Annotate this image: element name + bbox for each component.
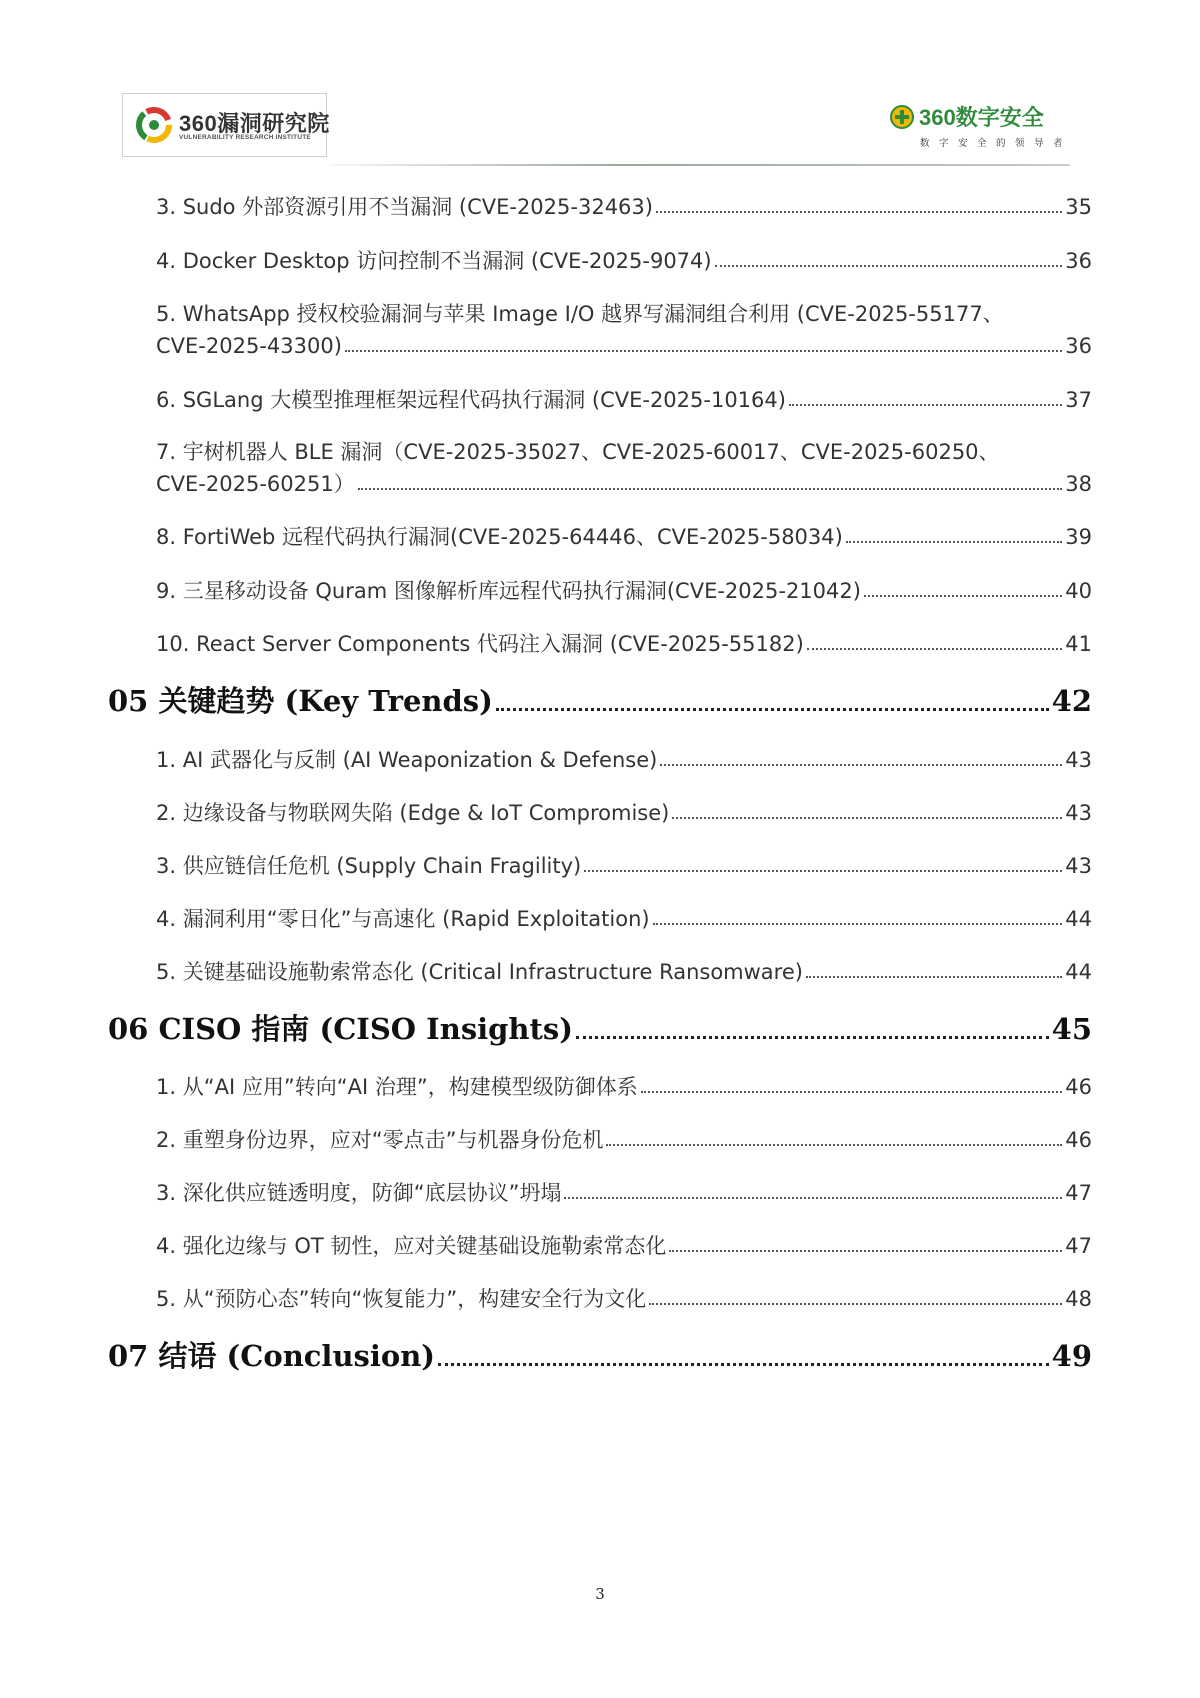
toc-entry-text: CVE-2025-60251） <box>156 472 355 496</box>
dot-leader <box>606 1144 1062 1146</box>
dot-leader <box>669 1250 1062 1252</box>
toc-page-number: 44 <box>1065 960 1092 984</box>
dot-leader <box>653 923 1063 925</box>
toc-entry-text: 4. 强化边缘与 OT 韧性，应对关键基础设施勒索常态化 <box>156 1234 667 1258</box>
toc-page-number: 47 <box>1065 1234 1092 1258</box>
toc-section-heading[interactable] <box>108 681 1092 721</box>
toc-entry[interactable] <box>156 957 1092 987</box>
toc-entry-text: 2. 边缘设备与物联网失陷 (Edge & IoT Compromise) <box>156 801 670 825</box>
toc-page-number: 48 <box>1065 1287 1092 1311</box>
toc-entry-text: CVE-2025-43300) <box>156 334 342 358</box>
toc-entry[interactable] <box>156 904 1092 934</box>
toc-entry[interactable] <box>156 522 1092 552</box>
dot-leader <box>656 211 1062 213</box>
toc-entry[interactable] <box>156 1072 1092 1102</box>
toc-page-number: 44 <box>1065 907 1092 931</box>
toc-section-page: 45 <box>1051 1012 1092 1046</box>
dot-leader <box>496 708 1049 711</box>
toc-entry-text: 4. 漏洞利用“零日化”与高速化 (Rapid Exploitation) <box>156 907 650 931</box>
toc-entry[interactable] <box>156 1125 1092 1155</box>
toc-entry[interactable] <box>156 192 1092 222</box>
toc-section-heading[interactable] <box>108 1336 1092 1376</box>
dot-leader <box>641 1091 1063 1093</box>
dot-leader <box>806 976 1062 978</box>
dot-leader <box>789 404 1062 406</box>
toc-entry-text: 1. 从“AI 应用”转向“AI 治理”，构建模型级防御体系 <box>156 1075 638 1099</box>
dot-leader <box>660 764 1062 766</box>
toc-entry[interactable] <box>156 798 1092 828</box>
institute-brand-subtitle: VULNERABILITY RESEARCH INSTITUTE <box>179 134 311 141</box>
dot-leader <box>358 488 1063 490</box>
toc-entry-text: 3. 深化供应链透明度，防御“底层协议”坍塌 <box>156 1181 562 1205</box>
toc-entry-text: 9. 三星移动设备 Quram 图像解析库远程代码执行漏洞(CVE-2025-21042) <box>156 579 861 603</box>
toc-entry[interactable] <box>156 576 1092 606</box>
toc-entry[interactable] <box>156 1284 1092 1314</box>
toc-section-title: 06 CISO 指南 (CISO Insights) <box>108 1012 573 1046</box>
toc-page-number: 38 <box>1065 472 1092 496</box>
toc-section-title: 07 结语 (Conclusion) <box>108 1339 436 1373</box>
toc-entry-text: 10. React Server Components 代码注入漏洞 (CVE-2025-55182) <box>156 632 804 656</box>
toc-section-page: 42 <box>1051 684 1092 718</box>
toc-entry[interactable] <box>156 1231 1092 1261</box>
toc-page-number: 46 <box>1065 1075 1092 1099</box>
dot-leader <box>807 648 1062 650</box>
dot-leader <box>649 1303 1062 1305</box>
toc-page-number: 41 <box>1065 632 1092 656</box>
toc-entry[interactable] <box>156 469 1092 499</box>
toc-page-number: 43 <box>1065 854 1092 878</box>
toc-entry-text: 5. 从“预防心态”转向“恢复能力”，构建安全行为文化 <box>156 1287 647 1311</box>
toc-section-page: 49 <box>1051 1339 1092 1373</box>
toc-page-number: 43 <box>1065 801 1092 825</box>
digital-security-brand-name: 360数字安全 <box>919 105 1044 130</box>
digital-security-slogan: 数字安全的领导者 <box>920 138 1073 149</box>
toc-page-number: 46 <box>1065 1128 1092 1152</box>
dot-leader <box>345 350 1062 352</box>
dot-leader <box>715 265 1063 267</box>
toc-page-number: 40 <box>1065 579 1092 603</box>
institute-brand-name: 360漏洞研究院 <box>179 111 330 136</box>
dot-leader <box>846 541 1062 543</box>
toc-page-number: 39 <box>1065 525 1092 549</box>
dot-leader <box>584 870 1062 872</box>
toc-entry[interactable] <box>156 851 1092 881</box>
toc-entry[interactable] <box>156 1178 1092 1208</box>
toc-entry[interactable] <box>156 331 1092 361</box>
toc-entry-text: 1. AI 武器化与反制 (AI Weaponization & Defense) <box>156 748 658 772</box>
toc-entry[interactable] <box>156 629 1092 659</box>
toc-entry-text: 5. 关键基础设施勒索常态化 (Critical Infrastructure Ransomware) <box>156 960 803 984</box>
toc-entry[interactable] <box>156 385 1092 415</box>
toc-section-title: 05 关键趋势 (Key Trends) <box>108 684 493 718</box>
toc-page-number: 35 <box>1065 195 1092 219</box>
toc-entry[interactable] <box>156 745 1092 775</box>
toc-entry[interactable] <box>156 246 1092 276</box>
dot-leader <box>438 1363 1049 1366</box>
toc-entry-text-line1[interactable]: 7. 宇树机器人 BLE 漏洞（CVE-2025-35027、CVE-2025-60017、CVE-2025-60250、 <box>156 440 1000 464</box>
toc-entry-text: 6. SGLang 大模型推理框架远程代码执行漏洞 (CVE-2025-10164) <box>156 388 786 412</box>
page-number: 3 <box>595 1585 605 1603</box>
toc-page-number: 47 <box>1065 1181 1092 1205</box>
toc-entry-text: 3. Sudo 外部资源引用不当漏洞 (CVE-2025-32463) <box>156 195 653 219</box>
toc-page-number: 37 <box>1065 388 1092 412</box>
dot-leader <box>564 1197 1062 1199</box>
toc-entry-text-line1[interactable]: 5. WhatsApp 授权校验漏洞与苹果 Image I/O 越界写漏洞组合利用 (CVE-2025-55177、 <box>156 302 1004 326</box>
dot-leader <box>576 1036 1049 1039</box>
toc-page-number: 43 <box>1065 748 1092 772</box>
toc-entry-text: 3. 供应链信任危机 (Supply Chain Fragility) <box>156 854 582 878</box>
toc-entry-text: 4. Docker Desktop 访问控制不当漏洞 (CVE-2025-9074) <box>156 249 712 273</box>
toc-page-number: 36 <box>1065 334 1092 358</box>
toc-entry-text: 2. 重塑身份边界，应对“零点击”与机器身份危机 <box>156 1128 604 1152</box>
toc-entry-text: 8. FortiWeb 远程代码执行漏洞(CVE-2025-64446、CVE-2025-58034) <box>156 525 843 549</box>
toc-page-number: 36 <box>1065 249 1092 273</box>
toc-section-heading[interactable] <box>108 1009 1092 1049</box>
dot-leader <box>864 595 1062 597</box>
dot-leader <box>672 817 1062 819</box>
